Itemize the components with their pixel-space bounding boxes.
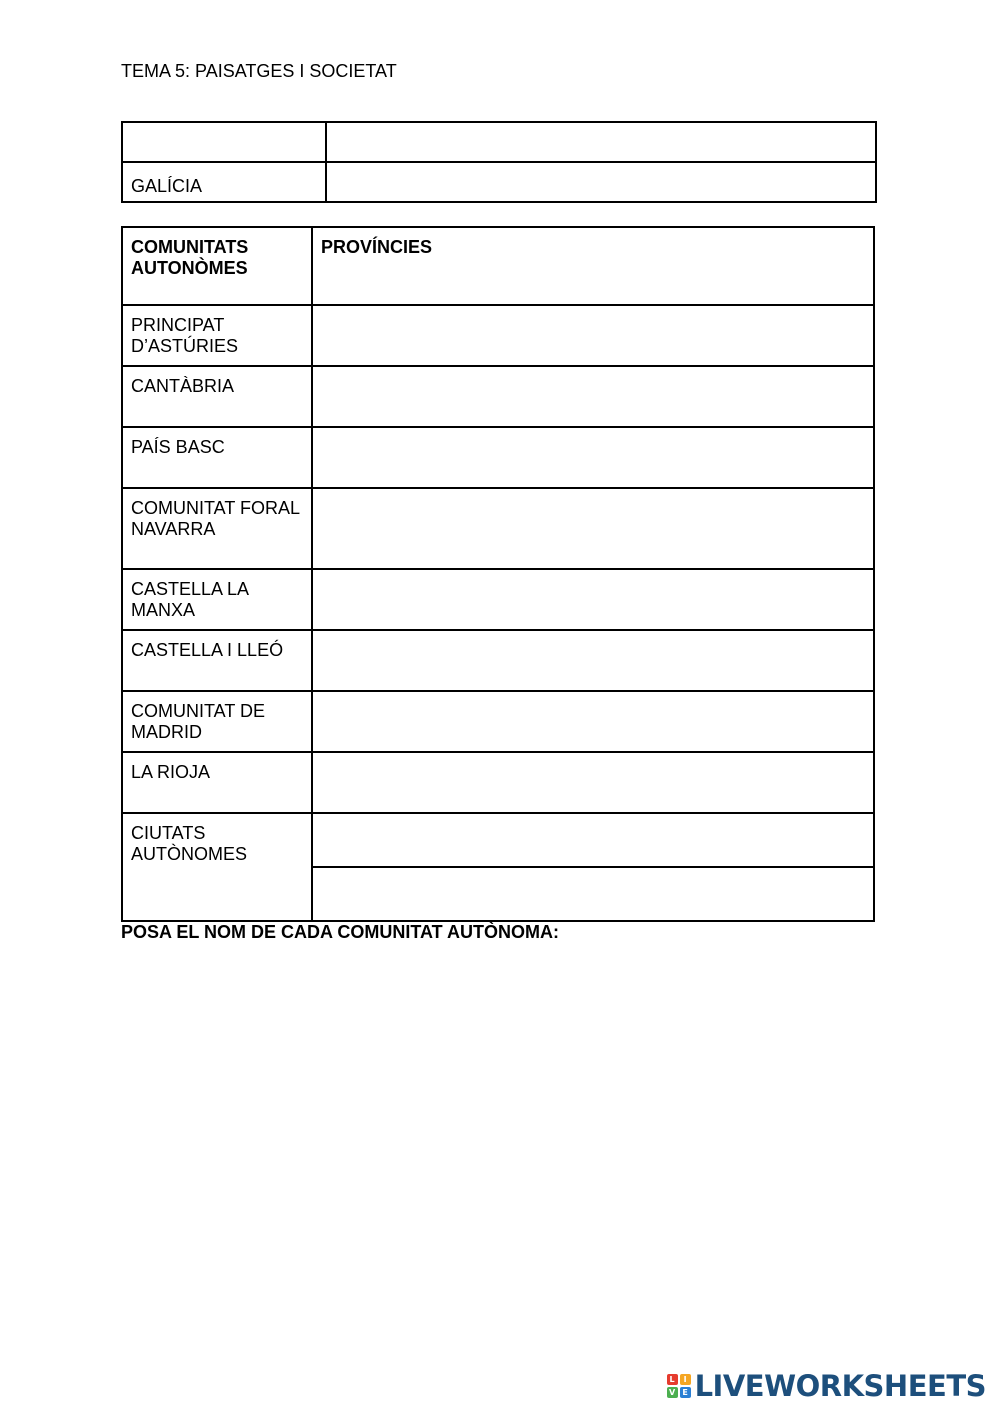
- top-table-answer-cell[interactable]: [326, 122, 876, 162]
- community-cell: COMUNITAT DE MADRID: [122, 691, 312, 752]
- provinces-answer-cell[interactable]: [312, 366, 874, 427]
- provinces-answer-cell[interactable]: [312, 630, 874, 691]
- provinces-answer-cell[interactable]: [312, 488, 874, 569]
- table-row: [122, 752, 874, 813]
- header-provinces: PROVÍNCIES: [312, 227, 874, 305]
- top-table-label-cell: GALÍCIA: [122, 162, 326, 202]
- instruction-text: POSA EL NOM DE CADA COMUNITAT AUTÒNOMA:: [121, 922, 559, 942]
- table-row: [122, 691, 874, 752]
- table-row: [122, 488, 874, 569]
- provinces-answer-cell[interactable]: [312, 569, 874, 630]
- table-row: [122, 305, 874, 366]
- document-title: TEMA 5: PAISATGES I SOCIETAT: [121, 61, 397, 81]
- provinces-answer-cell[interactable]: [312, 867, 874, 921]
- table-row: [122, 427, 874, 488]
- community-cell: CASTELLA LA MANXA: [122, 569, 312, 630]
- provinces-answer-cell[interactable]: [312, 427, 874, 488]
- community-cell: CASTELLA I LLEÓ: [122, 630, 312, 691]
- liveworksheets-brand: [667, 1369, 986, 1403]
- top-table-label-cell[interactable]: [122, 122, 326, 162]
- community-cell: PRINCIPAT D’ASTÚRIES: [122, 305, 312, 366]
- table-row: [122, 569, 874, 630]
- table-row: [122, 122, 876, 162]
- table-row: [122, 813, 874, 867]
- community-cell: LA RIOJA: [122, 752, 312, 813]
- table-row: [122, 162, 876, 202]
- header-communities: COMUNITATS AUTONÒMES: [122, 227, 312, 305]
- community-cell: CANTÀBRIA: [122, 366, 312, 427]
- logo-letter: L: [667, 1374, 678, 1385]
- community-cell: CIUTATS AUTÒNOMES: [122, 813, 312, 921]
- logo-letter: I: [680, 1374, 691, 1385]
- provinces-answer-cell[interactable]: [312, 752, 874, 813]
- top-table-answer-cell[interactable]: [326, 162, 876, 202]
- provinces-answer-cell[interactable]: [312, 305, 874, 366]
- table-row: [122, 630, 874, 691]
- logo-letter: V: [667, 1387, 678, 1398]
- liveworksheets-logo-icon: [667, 1374, 691, 1398]
- logo-letter: E: [680, 1387, 691, 1398]
- table-header-row: [122, 227, 874, 305]
- communities-table: [121, 226, 875, 922]
- top-table: [121, 121, 877, 203]
- table-row: [122, 366, 874, 427]
- community-cell: COMUNITAT FORAL NAVARRA: [122, 488, 312, 569]
- provinces-answer-cell[interactable]: [312, 691, 874, 752]
- community-cell: PAÍS BASC: [122, 427, 312, 488]
- provinces-answer-cell[interactable]: [312, 813, 874, 867]
- liveworksheets-wordmark: LIVEWORKSHEETS: [694, 1369, 986, 1403]
